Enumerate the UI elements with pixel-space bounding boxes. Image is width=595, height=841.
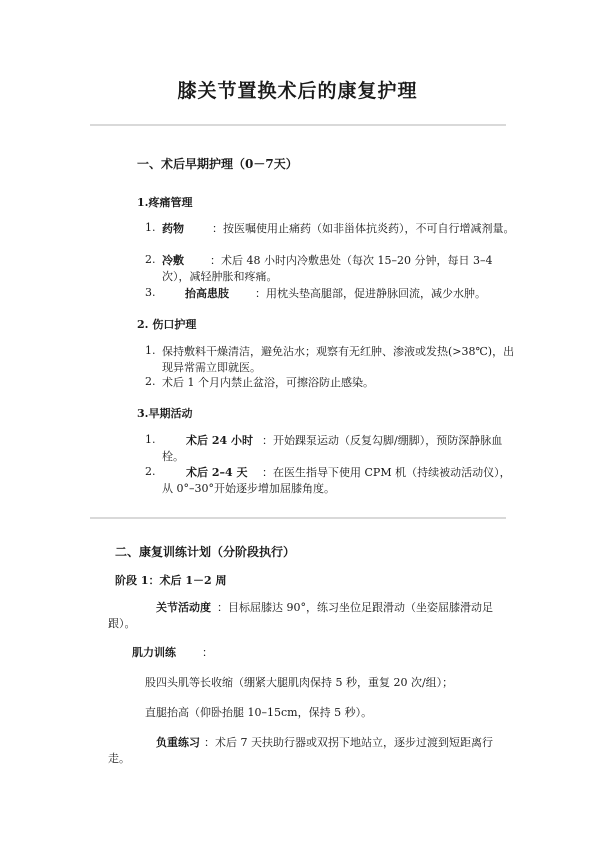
item-label: 肌力训练 bbox=[132, 646, 176, 659]
list-number: 3. bbox=[145, 286, 156, 299]
paragraph-strength bbox=[132, 645, 213, 661]
item-sep: ： bbox=[262, 434, 273, 447]
item-label: 关节活动度 bbox=[156, 601, 211, 614]
list-number: 1. bbox=[145, 221, 156, 234]
subheading: 3.早期活动 bbox=[137, 407, 193, 420]
paragraph-rom bbox=[108, 600, 508, 632]
list-number: 2. bbox=[145, 375, 156, 388]
item-text: 保持敷料干燥清洁，避免沾水；观察有无红肿、渗液或发热(>38℃)，出现异常需立即就医。 bbox=[162, 345, 515, 374]
item-sep: ： bbox=[255, 287, 266, 300]
section-heading: 一、术后早期护理（0－7天） bbox=[137, 157, 298, 171]
item-text: 目标屈膝达 90°，练习坐位足跟滑动（坐姿屈膝滑动足跟）。 bbox=[108, 601, 493, 630]
item-label: 抬高患肢 bbox=[185, 287, 229, 300]
section-heading: 二、康复训练计划（分阶段执行） bbox=[115, 545, 296, 559]
list-number: 2. bbox=[145, 253, 156, 266]
paragraph-weight bbox=[108, 735, 508, 767]
item-text: 用枕头垫高腿部，促进静脉回流，减少水肿。 bbox=[266, 287, 486, 300]
list-number: 1. bbox=[145, 344, 156, 357]
item-label: 术后 2–4 天 bbox=[186, 466, 248, 479]
divider bbox=[90, 517, 506, 519]
subheading: 1.疼痛管理 bbox=[137, 196, 193, 209]
phase-heading: 阶段 1：术后 1－2 周 bbox=[115, 574, 227, 587]
item-sep: ： bbox=[204, 736, 215, 749]
item-sep: ： bbox=[202, 646, 213, 659]
item-text: 按医嘱使用止痛药（如非甾体抗炎药），不可自行增减剂量。 bbox=[223, 222, 515, 235]
item-text: 术后 48 小时内冷敷患处（每次 15–20 分钟，每日 3–4 次），减轻肿胀和疼痛。 bbox=[162, 254, 493, 283]
item-text: 在医生指导下使用 CPM 机（持续被动活动仪），从 0°–30°开始逐步增加屈膝角度。 bbox=[162, 466, 511, 495]
item-text: 开始踝泵运动（反复勾脚/绷脚），预防深静脉血栓。 bbox=[162, 434, 503, 463]
item-label: 术后 24 小时 bbox=[186, 434, 253, 447]
item-sep: ： bbox=[210, 254, 221, 267]
item-label: 负重练习 bbox=[156, 736, 200, 749]
item-text: 术后 1 个月内禁止盆浴，可擦浴防止感染。 bbox=[162, 376, 374, 389]
subheading: 2. 伤口护理 bbox=[137, 318, 197, 331]
item-sep: ： bbox=[217, 601, 228, 614]
sub-item: 直腿抬高（仰卧抬腿 10–15cm，保持 5 秒）。 bbox=[145, 706, 373, 719]
divider bbox=[90, 124, 506, 126]
sub-item: 股四头肌等长收缩（绷紧大腿肌肉保持 5 秒，重复 20 次/组）； bbox=[145, 676, 454, 689]
list-number: 2. bbox=[145, 465, 156, 478]
item-label: 冷敷 bbox=[162, 254, 184, 267]
item-sep: ： bbox=[262, 466, 273, 479]
item-label: 药物 bbox=[162, 222, 184, 235]
page-title: 膝关节置换术后的康复护理 bbox=[177, 80, 418, 102]
item-sep: ： bbox=[212, 222, 223, 235]
list-number: 1. bbox=[145, 433, 156, 446]
item-text: 术后 7 天扶助行器或双拐下地站立，逐步过渡到短距离行走。 bbox=[108, 736, 493, 765]
